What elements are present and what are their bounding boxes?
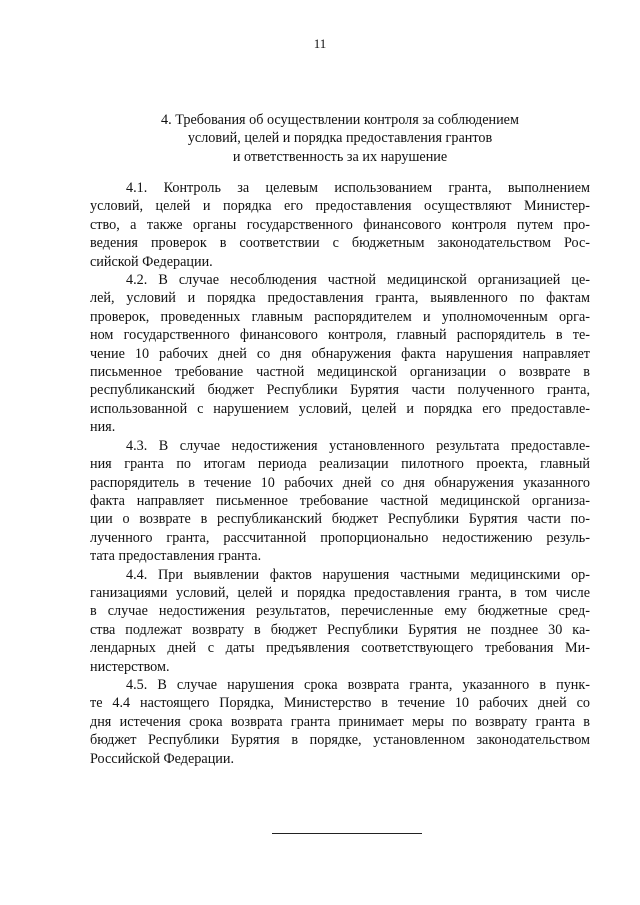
paragraph-line: ном государственного финансового контроля, главный распорядитель в те- [90, 327, 590, 344]
paragraph-5 [90, 676, 590, 768]
paragraph-line: ния. [90, 419, 116, 436]
paragraph-line: ганизациями условий, целей и порядка предоставления гранта, в том числе [90, 584, 590, 601]
paragraph-line: дня истечения срока возврата гранта принимает меры по возврату гранта в [90, 713, 590, 730]
paragraph-3 [90, 437, 590, 566]
end-divider [272, 833, 422, 834]
paragraph-line: лендарных дней с даты предъявления соответствующего требования Ми- [90, 640, 590, 657]
page-number: 11 [313, 36, 327, 51]
paragraph-line: 4.2. В случае несоблюдения частной медицинской организацией це- [126, 272, 590, 289]
paragraph-line: Российской Федерации. [90, 750, 235, 767]
heading-line: 4. Требования об осуществлении контроля за соблюдением [161, 112, 519, 128]
section-heading [90, 111, 590, 166]
paragraph-line: использованной с нарушением условий, целей и порядка его предоставле- [90, 400, 590, 417]
paragraph-line: лей, условий и порядка предоставления гранта, выявленного по фактам [90, 290, 590, 307]
paragraph-line: тата предоставления гранта. [90, 548, 262, 565]
document-body [90, 179, 590, 768]
paragraph-2 [90, 271, 590, 437]
paragraph-4 [90, 566, 590, 676]
paragraph-line: письменное требование частной медицинской организации о возврате в [90, 364, 590, 381]
paragraph-line: 4.4. При выявлении фактов нарушения частными медицинскими ор- [126, 566, 590, 583]
paragraph-line: 4.5. В случае нарушения срока возврата гранта, указанного в пунк- [126, 676, 590, 693]
paragraph-line: распорядитель в течение 10 рабочих дней со дня обнаружения указанного [90, 474, 590, 491]
paragraph-line: 4.3. В случае недостижения установленного результата предоставле- [126, 437, 590, 454]
paragraph-line: нистерством. [90, 658, 170, 675]
paragraph-line: чение 10 рабочих дней со дня обнаружения факта нарушения направляет [90, 345, 590, 362]
paragraph-line: бюджет Республики Бурятия в порядке, установленном законодательством [90, 732, 590, 749]
paragraph-line: проверок, проведенных главным распорядителем и уполномоченным орга- [90, 308, 590, 325]
paragraph-line: в случае недостижения результатов, перечисленные ему бюджетные сред- [90, 603, 590, 620]
paragraph-line: условий, целей и порядка его предоставления осуществляют Министер- [90, 198, 590, 215]
heading-line: условий, целей и порядка предоставления грантов [187, 130, 493, 147]
paragraph-line: ния гранта по итогам периода реализации пилотного проекта, главный [90, 456, 590, 473]
heading-line: и ответственность за их нарушение [232, 148, 448, 165]
paragraph-1 [90, 179, 590, 271]
paragraph-line: 4.1. Контроль за целевым использованием гранта, выполнением [126, 180, 590, 196]
paragraph-line: лученного гранта, рассчитанной пропорционально недостижению резуль- [90, 529, 590, 546]
paragraph-line: ства подлежат возврату в бюджет Республики Бурятия не позднее 30 ка- [90, 621, 590, 638]
paragraph-line: республиканский бюджет Республики Бурятия части полученного гранта, [90, 382, 590, 399]
paragraph-line: сийской Федерации. [90, 253, 213, 270]
paragraph-line: ции о возврате в республиканский бюджет Республики Бурятия части по- [90, 511, 590, 528]
paragraph-line: факта направляет письменное требование частной медицинской организа- [90, 492, 590, 509]
paragraph-line: те 4.4 настоящего Порядка, Министерство в течение 10 рабочих дней со [90, 695, 590, 712]
paragraph-line: ство, а также органы государственного финансового контроля путем про- [90, 216, 590, 233]
paragraph-line: ведения проверок в соответствии с бюджетным законодательством Рос- [90, 235, 590, 252]
